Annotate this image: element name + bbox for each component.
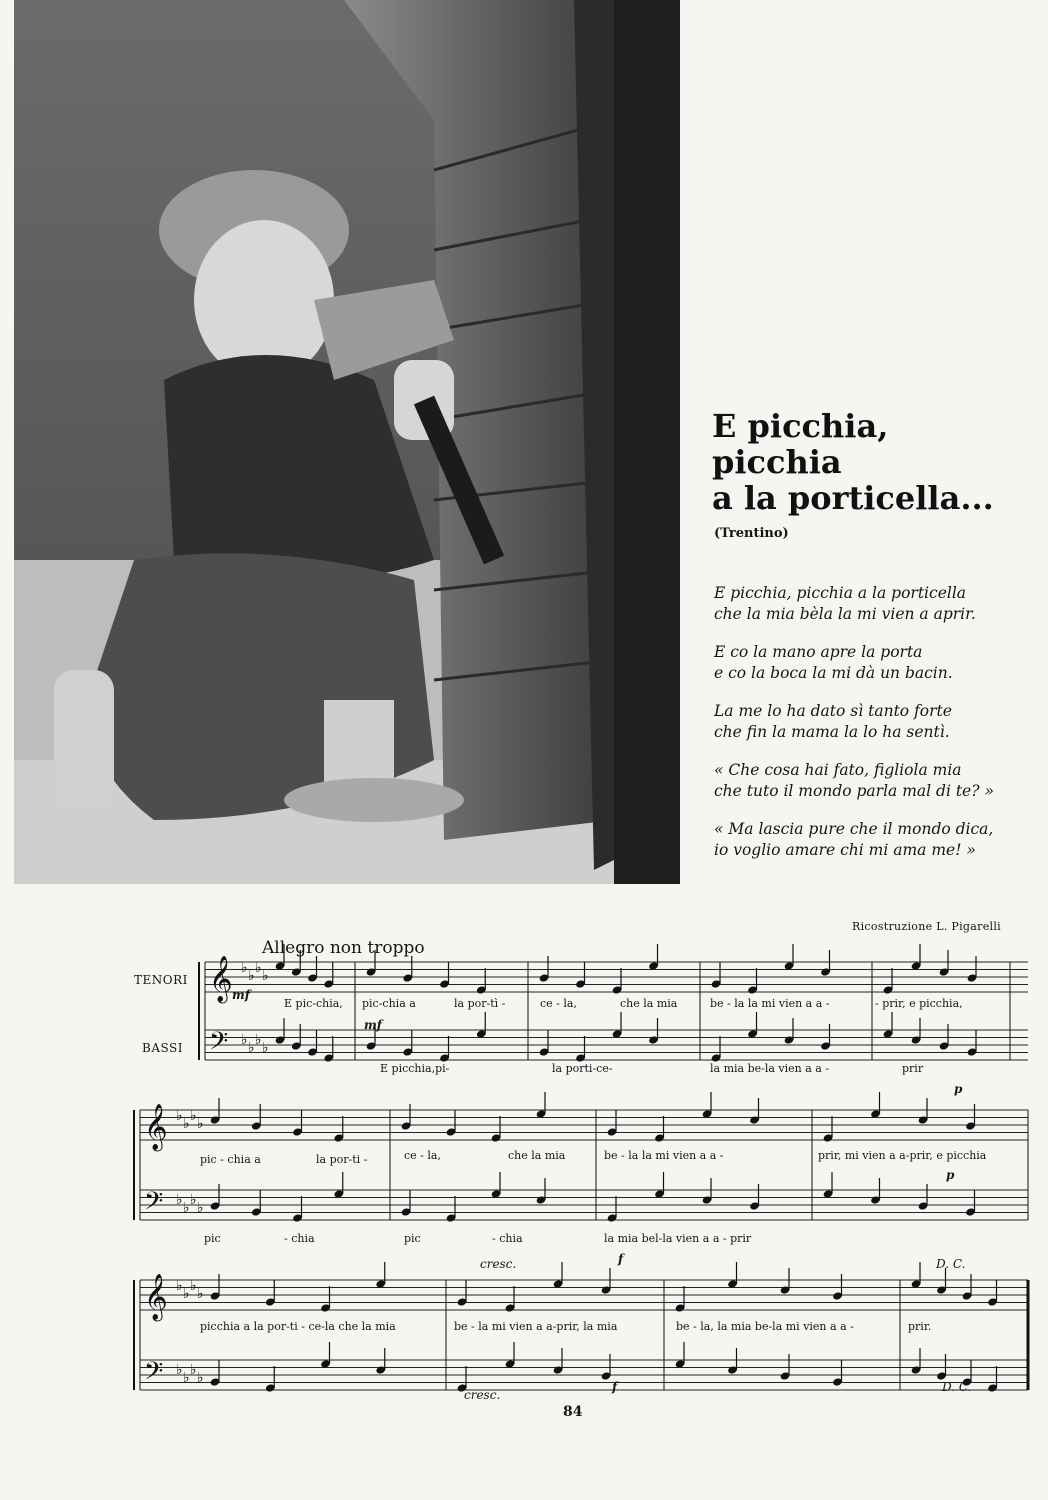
flat-sign: ♭: [241, 1032, 248, 1048]
score-lyric: E pic-chia,: [284, 997, 343, 1010]
lyric-line: che tuto il mondo parla mal di te? »: [714, 782, 994, 800]
score-lyric: pic - chia a: [200, 1153, 261, 1166]
score-lyric: prir: [902, 1062, 924, 1075]
lyric-line: « Che cosa hai fato, figliola mia: [714, 761, 962, 779]
photograph: [14, 0, 680, 884]
score-lyric: la por-tì -: [454, 997, 506, 1010]
flat-sign: ♭: [190, 1362, 197, 1378]
score-lyric: la por-ti -: [316, 1153, 368, 1166]
score-lyric: che la mia: [620, 997, 678, 1010]
voice-label-bassi: BASSI: [142, 1041, 183, 1055]
score-lyric: prir, mi vien a a-prir, e picchia: [818, 1149, 987, 1162]
boy-knocking-photo: [14, 0, 680, 884]
score-lyric: la mia be-la vien a a -: [710, 1062, 830, 1075]
flat-sign: ♭: [183, 1116, 190, 1132]
lyric-line: io voglio amare chi mi ama me! »: [714, 841, 976, 859]
score-lyric: picchia a la por-ti - ce-la che la mia: [200, 1320, 396, 1333]
bass-clef-icon: 𝄢: [144, 1187, 164, 1222]
bass-clef-icon: 𝄢: [209, 1027, 229, 1062]
stanza: [714, 819, 1044, 861]
flat-sign: ♭: [183, 1286, 190, 1302]
dynamic-marking: p: [954, 1082, 963, 1096]
title-line: picchia: [712, 443, 842, 481]
flat-sign: ♭: [197, 1200, 204, 1216]
flat-sign: ♭: [176, 1108, 183, 1124]
score-lyric: - prir, e picchia,: [875, 997, 963, 1010]
dynamic-marking: p: [946, 1168, 955, 1182]
flat-sign: ♭: [248, 1040, 255, 1056]
lyric-line: che la mia bèla la mi vien a aprir.: [714, 605, 976, 623]
score-lyric: la mia bel-la vien a a - prir: [604, 1232, 752, 1245]
song-region: (Trentino): [714, 526, 789, 541]
score-lyric: ce - la,: [540, 997, 577, 1010]
score-lyric: E picchia,pi-: [380, 1062, 450, 1075]
tempo-marking: Allegro non troppo: [262, 938, 425, 958]
stanza: [714, 760, 1044, 802]
score-lyric: be - la mi vien a a-prir, la mia: [454, 1320, 618, 1333]
flat-sign: ♭: [197, 1370, 204, 1386]
treble-clef-icon: 𝄞: [144, 1104, 168, 1150]
stanza: [714, 583, 1044, 625]
bass-clef-icon: 𝄢: [144, 1357, 164, 1392]
flat-sign: ♭: [197, 1286, 204, 1302]
flat-sign: ♭: [262, 968, 269, 984]
score-lyric: pic-chia a: [362, 997, 416, 1010]
score-lyric: pic: [204, 1232, 221, 1245]
title-line: E picchia,: [712, 407, 889, 445]
lyric-line: E co la mano apre la porta: [714, 643, 923, 661]
dynamic-marking: f: [612, 1380, 618, 1394]
score-lyric: be - la la mi vien a a -: [604, 1149, 724, 1162]
score-lyric: la porti-ce-: [552, 1062, 613, 1075]
da-capo-marking: D. C.: [936, 1257, 966, 1271]
lyric-line: La me lo ha dato sì tanto forte: [714, 702, 952, 720]
score-lyric: - chia: [492, 1232, 523, 1245]
score-lyric: be - la la mi vien a a -: [710, 997, 830, 1010]
dynamic-marking: cresc.: [464, 1388, 501, 1402]
stanza: [714, 642, 1044, 684]
music-score: [0, 940, 1048, 1410]
stanza: [714, 701, 1044, 743]
dynamic-marking: cresc.: [480, 1257, 517, 1271]
score-lyric: ce - la,: [404, 1149, 441, 1162]
title-line: a la porticella...: [712, 479, 994, 517]
score-lyric: pic: [404, 1232, 421, 1245]
dynamic-marking: f: [618, 1252, 624, 1266]
flat-sign: ♭: [176, 1192, 183, 1208]
page-number: 84: [563, 1404, 583, 1420]
flat-sign: ♭: [176, 1278, 183, 1294]
da-capo-marking: D. C.: [942, 1380, 972, 1394]
flat-sign: ♭: [176, 1362, 183, 1378]
flat-sign: ♭: [255, 1032, 262, 1048]
arrangement-credit: Ricostruzione L. Pigarelli: [852, 920, 1001, 933]
lyric-line: e co la boca la mi dà un bacin.: [714, 664, 953, 682]
flat-sign: ♭: [183, 1200, 190, 1216]
treble-clef-icon: 𝄞: [209, 956, 233, 1002]
flat-sign: ♭: [183, 1370, 190, 1386]
dynamic-marking: mf: [232, 988, 250, 1002]
score-lyric: che la mia: [508, 1149, 566, 1162]
flat-sign: ♭: [255, 960, 262, 976]
song-lyrics: [714, 583, 1044, 878]
lyric-line: E picchia, picchia a la porticella: [714, 584, 967, 602]
flat-sign: ♭: [190, 1278, 197, 1294]
lyric-line: « Ma lascia pure che il mondo dica,: [714, 820, 994, 838]
score-lyric: prir.: [908, 1320, 932, 1333]
score-lyric: be - la, la mia be-la mi vien a a -: [676, 1320, 854, 1333]
flat-sign: ♭: [197, 1116, 204, 1132]
voice-label-tenori: TENORI: [134, 973, 188, 987]
treble-clef-icon: 𝄞: [144, 1274, 168, 1320]
lyric-line: che fin la mama la lo ha sentì.: [714, 723, 950, 741]
flat-sign: ♭: [241, 960, 248, 976]
flat-sign: ♭: [190, 1108, 197, 1124]
song-title: [712, 408, 1032, 516]
flat-sign: ♭: [262, 1040, 269, 1056]
flat-sign: ♭: [190, 1192, 197, 1208]
flat-sign: ♭: [248, 968, 255, 984]
dynamic-marking: mf: [364, 1018, 382, 1032]
score-lyric: - chia: [284, 1232, 315, 1245]
